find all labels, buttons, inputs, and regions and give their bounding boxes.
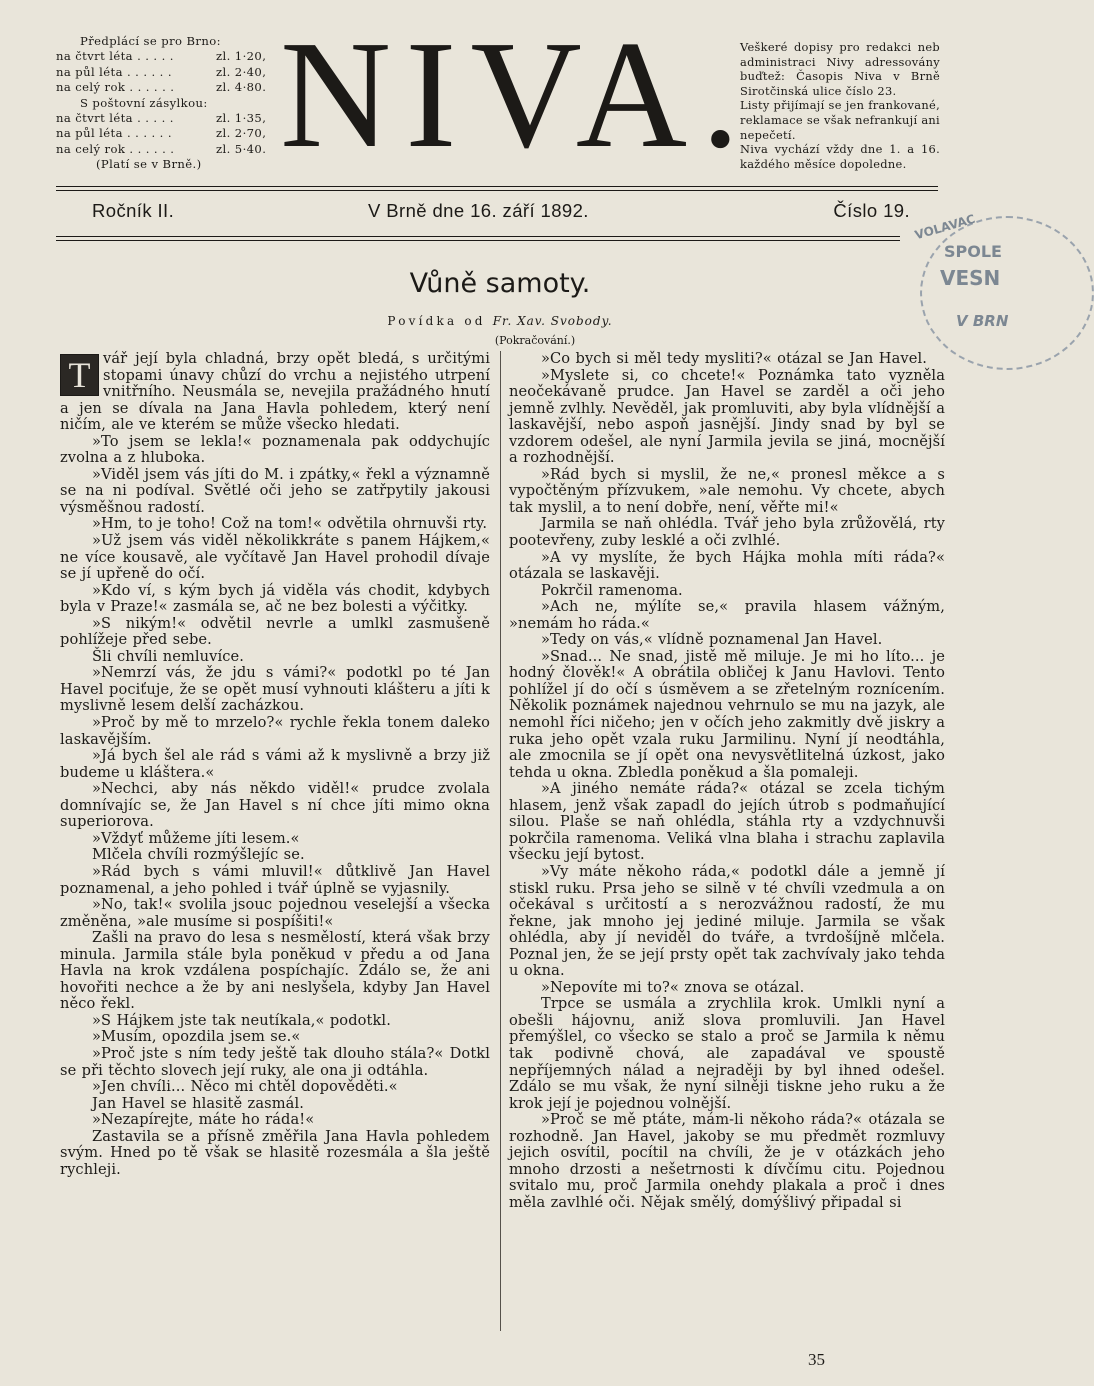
- administration-box: [740, 40, 940, 171]
- admin-letters: Listy přijímají se jen frankované, reklamace se však nefrankují ani nepečetí.: [740, 98, 940, 142]
- column-divider: [500, 351, 501, 1331]
- rule-bottom: [56, 236, 900, 237]
- paragraph: »Vy máte někoho ráda,« podotkl dále a jemně jí stiskl ruku. Prsa jeho se silně v té chvíli vzedmula a on očekával s určitostí a s nerozvážnou radostí, že mu řekne, jak mnoho jej jediné miluje. Jarmila se však ohlédla, aby jí neviděl do tváře, a tvrdošíjně mlčela. Poznal jen, že se její prsty opět tak zachvívaly jako tehda u okna.: [509, 862, 945, 980]
- paragraph: »Nemrzí vás, že jdu s vámi?« podotkl po té Jan Havel pociťuje, že se opět musí vyhnouti klášteru a jíti k myslivně lesem delší zacházkou.: [60, 664, 490, 715]
- postal-row: na čtvrt léta . . . . . zl. 1·35,: [56, 111, 267, 126]
- paragraph: »S Hájkem jste tak neutíkala,« podotkl.: [92, 1011, 391, 1029]
- paragraph: »Viděl jsem vás jíti do M. i zpátky,« řekl a významně se na ni podíval. Světlé oči jeho se zatřpytily jakousi výsměšnou radostí.: [60, 465, 490, 516]
- paragraph: »Musím, opozdila jsem se.«: [92, 1028, 301, 1046]
- stamp-line-2: VESN: [940, 266, 1001, 290]
- stamp-line-3: V BRN: [956, 312, 1009, 330]
- byline-prefix: Povídka od: [387, 314, 486, 328]
- paragraph: Jan Havel se hlasitě zasmál.: [92, 1094, 304, 1112]
- paragraph: »Proč jste s ním tedy ještě tak dlouho stála?« Dotkl se při těchto slovech její ruky, ale ona ji odtáhla.: [60, 1044, 490, 1079]
- paragraph: »No, tak!« svolila jsouc pojednou veselejší a všecka změněna, »ale musíme si pospíšiti!«: [60, 896, 490, 930]
- paragraph: Jarmila se naň ohlédla. Tvář jeho byla zrůžovělá, rty pootevřeny, zuby lesklé a oči zvlhlé.: [509, 515, 945, 550]
- text-column-left: [60, 351, 490, 1178]
- drop-cap: T: [60, 354, 99, 396]
- admin-address: Veškeré dopisy pro redakci neb administraci Nivy adressovány buďtež: Časopis Niva v Brně Sirotčinská ulice číslo 23.: [740, 40, 940, 98]
- paragraph: »Co bych si měl tedy mysliti?« otázal se Jan Havel.: [541, 350, 927, 367]
- paragraph: »Proč se mě ptáte, mám-li někoho ráda?« otázala se rozhodně. Jan Havel, jakoby se mu předmět rozmluvy jejich osvítil, pocítil na chvíli, že je v otázkách jeho mnoho drzosti a nešetrnosti k dívčímu citu. Pojednou svitalo mu, proč Jarmila onehdy plakala a proč i dnes měla zavlhlé oči. Nějak smělý, domýšlivý připadal si: [509, 1111, 945, 1211]
- paragraph: »Kdo ví, s kým bych já viděla vás chodit, kdybych byla v Praze!« zasmála se, ač ne bez bolesti a výčitky.: [60, 581, 490, 616]
- place-date: V Brně dne 16. září 1892.: [368, 200, 589, 221]
- continuation-note: (Pokračování.): [494, 334, 576, 347]
- story-title: Vůně samoty.: [409, 268, 591, 299]
- paragraph: »Vždyť můžeme jíti lesem.«: [92, 829, 300, 847]
- paragraph: »Jen chvíli... Něco mi chtěl dopověděti.«: [92, 1078, 398, 1096]
- paragraph: »Rád bych s vámi mluvil!« důtklivě Jan Havel poznamenal, a jeho pohled i tvář úplně se vyjasnily.: [60, 862, 490, 897]
- paragraph: »Snad... Ne snad, jistě mě miluje. Je mi ho líto... je hodný člověk!« A obrátila obličej k Janu Havlovi. Tento pohlížel jí do očí s úsměvem a se zřetelným roznícením. Několik poznámek najednou vehrnulo se mu na jazyk, ale nemohl říci ničeho; jen v očích jeho zakmitly dvě jiskry a ruka jeho opět vzala ruku Jarmilinu. Nyní jí neodtáhla, ale zmocnila se jí opět ona nevysvětlitelná úzkost, jako tehda u okna. Zbledla poněkud a šla pomaleji.: [509, 647, 945, 781]
- paragraph: »Myslete si, co chcete!« Poznámka tato vyzněla neočekávaně prudce. Jan Havel se zarděl a oči jeho jemně zvlhly. Nevěděl, jak promluviti, aby byla vlídnější a laskavější, nebo aspoň jasnější. Jindy snad by byl se vzdorem odešel, ale nyní Jarmila jevila se jiná, mocnější a rozhodnější.: [509, 366, 945, 467]
- paragraph: »Nechci, aby nás někdo viděl!« prudce zvolala domnívajíc se, že Jan Havel s ní chce jíti mimo okna superiorova.: [60, 780, 490, 831]
- paragraph: »Rád bych si myslil, že ne,« pronesl měkce a s vypočtěným přízvukem, »ale nemohu. Vy chcete, abych tak myslil, a to není dobře, není, věřte mi!«: [509, 465, 945, 516]
- paragraph: Zašli na pravo do lesa s nesmělostí, která však brzy minula. Jarmila stále byla poněkud v předu a od Jana Havla na krok vzdálena pospíchajíc. Zdálo se, že ani hovořiti nechce a že by ani neslyšela, kdyby Jan Havel něco řekl.: [60, 929, 490, 1013]
- rule-top: [56, 186, 938, 187]
- subscription-box: [56, 34, 278, 173]
- paragraph: Zastavila se a přísně změřila Jana Havla pohledem svým. Hned po tě však se hlasitě rozesmála a šla ještě rychleji.: [60, 1127, 490, 1178]
- paragraph: »A jiného nemáte ráda?« otázal se zcela tichým hlasem, jenž však zapadl do jejích útrob s podmaňující silou. Plaše se naň ohlédla, stáhla rty a vzdychnuvši pokrčila ramenoma. Veliká vlna blaha i strachu zaplavila všecku její bytost.: [509, 780, 945, 864]
- subscription-note: (Platí se v Brně.): [96, 157, 202, 172]
- paragraph: »A vy myslíte, že bych Hájka mohla míti ráda?« otázala se laskavěji.: [509, 548, 945, 583]
- text-column-right: [509, 351, 945, 1211]
- admin-schedule: Niva vychází vždy dne 1. a 16. každého měsíce dopoledne.: [740, 142, 940, 171]
- paragraph: »To jsem se lekla!« poznamenala pak oddychujíc zvolna a z hluboka.: [60, 432, 490, 467]
- paragraph: »Nezapírejte, máte ho ráda!«: [92, 1111, 315, 1129]
- subscription-row: na půl léta . . . . . . zl. 2·40,: [56, 64, 267, 79]
- paragraph: T vář její byla chladná, brzy opět bledá, s určitými stopami únavy chůzí do vrchu a nejistého utrpení vnitřního. Neusmála se, nevejila pražádného hnutí a jen se dívala na Jana Havla pohledem, který není ničím, ale ve kterém se může všecko hledati.: [60, 350, 490, 434]
- page-number: 35: [808, 1350, 825, 1369]
- paragraph: »Já bych šel ale rád s vámi až k myslivně a brzy již budeme u kláštera.«: [60, 747, 490, 781]
- masthead-title: NIVA.: [280, 10, 754, 180]
- paragraph: Šli chvíli nemluvíce.: [92, 647, 245, 665]
- story-byline: [0, 314, 1000, 328]
- issue-line: [58, 200, 910, 230]
- paragraph: »S nikým!« odvětil nevrle a umlkl zasmušeně pohlížeje před sebe.: [60, 614, 490, 649]
- subscription-row: na čtvrt léta . . . . . zl. 1·20,: [56, 49, 267, 64]
- issue-number: Číslo 19.: [833, 200, 910, 221]
- rule-top-thin: [56, 190, 938, 191]
- paragraph: »Proč by mě to mrzelo?« rychle řekla tonem daleko laskavějším.: [60, 714, 490, 748]
- paragraph: Pokrčil ramenoma.: [541, 581, 683, 599]
- postal-row: na celý rok . . . . . . zl. 5·40.: [56, 141, 267, 156]
- paragraph: »Ach ne, mýlíte se,« pravila hlasem vážným, »nemám ho ráda.«: [509, 598, 945, 632]
- paragraph: »Už jsem vás viděl několikkráte s panem Hájkem,« ne více kousavě, ale vyčítavě Jan Havel prohodil dívaje se jí upřeně do očí.: [60, 532, 490, 583]
- postal-row: na půl léta . . . . . . zl. 2·70,: [56, 126, 267, 141]
- paragraph: Trpce se usmála a zrychlila krok. Umlkli nyní a obešli hájovnu, aniž slova promluvili. Jan Havel přemýšlel, co všecko se stalo a proč se Jarmila k němu tak podivně chová, ale zapadával ve spoustě nepříjemných nálad a nejraději by byl ihned odešel. Zdálo se mu však, že nyní silněji tiskne jeho ruku a že krok její je pojednou volnější.: [509, 995, 945, 1112]
- stamp-arc-text: VOLAVAC: [913, 211, 977, 243]
- paragraph: »Nepovíte mi to?« znova se otázal.: [541, 978, 805, 996]
- subscription-row: na celý rok . . . . . . zl. 4·80.: [56, 80, 267, 95]
- byline-author: Fr. Xav. Svobody.: [492, 314, 613, 328]
- rule-bottom-thin: [56, 240, 900, 241]
- stamp-line-1: SPOLE: [944, 242, 1002, 261]
- paragraph: »Hm, to je toho! Což na tom!« odvětila ohrnuvši rty.: [92, 515, 488, 533]
- volume: Ročník II.: [92, 200, 175, 221]
- subscription-title: Předplácí se pro Brno:: [80, 34, 221, 48]
- paragraph: Mlčela chvíli rozmýšlejíc se.: [92, 846, 305, 864]
- postal-title: S poštovní zásylkou:: [80, 95, 208, 110]
- paragraph: »Tedy on vás,« vlídně poznamenal Jan Havel.: [541, 631, 883, 649]
